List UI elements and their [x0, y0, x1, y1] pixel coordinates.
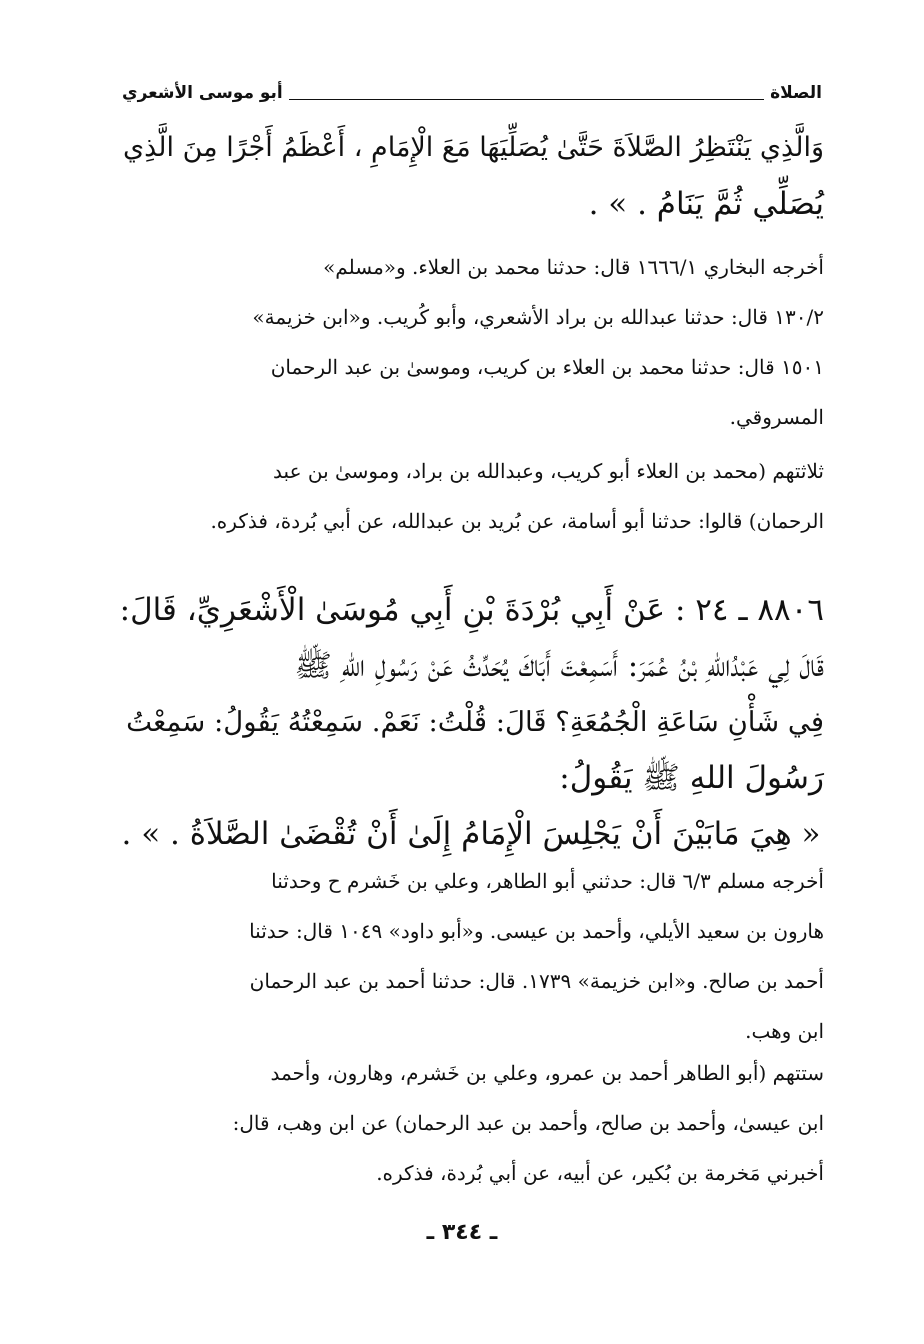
- isnad-line: ثلاثتهم (محمد بن العلاء أبو كريب، وعبدالله بن براد، وموسىٰ بن عبد: [273, 459, 824, 483]
- takhrij-line: ابن وهب.: [745, 1019, 824, 1043]
- isnad-line: أخبرني مَخرمة بن بُكير، عن أبيه، عن أبي بُردة، فذكره.: [376, 1161, 824, 1185]
- header-rule: [289, 87, 764, 100]
- takhrij-line: ١٥٠١ قال: حدثنا محمد بن العلاء بن كريب، وموسىٰ بن عبد الرحمان: [270, 355, 824, 379]
- takhrij-paragraph: [118, 242, 824, 442]
- takhrij-line: ١٣٠/٢ قال: حدثنا عبدالله بن براد الأشعري، وأبو كُريب. و«ابن خزيمة»: [252, 305, 824, 329]
- takhrij-line: أحمد بن صالح. و«ابن خزيمة» ١٧٣٩. قال: حدثنا أحمد بن عبد الرحمان: [249, 969, 824, 993]
- author-title: أبو موسى الأشعري: [122, 83, 283, 103]
- isnad-paragraph: [118, 446, 824, 546]
- takhrij-paragraph-2: [118, 856, 824, 1056]
- takhrij-line: أخرجه مسلم ٦/٣ قال: حدثني أبو الطاهر، وعلي بن خَشرم ح وحدثنا: [271, 869, 824, 893]
- takhrij-line: أخرجه البخاري ١٦٦٦/١ قال: حدثنا محمد بن العلاء. و«مسلم»: [323, 255, 824, 279]
- isnad-paragraph-2: [118, 1048, 824, 1198]
- hadith-line: رَسُولَ اللهِ ﷺ يَقُولُ:: [559, 760, 824, 796]
- section-title: الصلاة: [770, 83, 822, 103]
- hadith-line: وَالَّذِي يَنْتَظِرُ الصَّلاَةَ حَتَّىٰ يُصَلِّيَهَا مَعَ الْإِمَامِ ، أَعْظَمُ أَجْرًا مِنَ الَّذِي: [123, 132, 824, 163]
- hadith-continuation: [118, 120, 824, 232]
- hadith-line: ٨٨٠٦ ـ ٢٤ : عَنْ أَبِي بُرْدَةَ بْنِ أَبِي مُوسَىٰ الْأَشْعَرِيِّ، قَالَ:: [119, 592, 824, 628]
- isnad-line: ابن عيسىٰ، وأحمد بن صالح، وأحمد بن عبد الرحمان) عن ابن وهب، قال:: [232, 1111, 824, 1135]
- hadith-matn: « هِيَ مَابَيْنَ أَنْ يَجْلِسَ الْإِمَامُ إِلَىٰ أَنْ تُقْضَىٰ الصَّلاَةُ . » .: [121, 816, 821, 852]
- isnad-line: ستتهم (أبو الطاهر أحمد بن عمرو، وعلي بن خَشرم، وهارون، وأحمد: [270, 1061, 824, 1085]
- page-number: ـ ٣٤٤ ـ: [426, 1220, 498, 1245]
- isnad-line: الرحمان) قالوا: حدثنا أبو أسامة، عن بُريد بن عبدالله، عن أبي بُردة، فذكره.: [210, 509, 824, 533]
- hadith-line: فِي شَأْنِ سَاعَةِ الْجُمُعَةِ؟ قَالَ: قُلْتُ: نَعَمْ. سَمِعْتُهُ يَقُولُ: سَمِعْتُ: [126, 706, 824, 738]
- hadith-line: يُصَلِّي ثُمَّ يَنَامُ . » .: [588, 186, 824, 222]
- takhrij-line: هارون بن سعيد الأيلي، وأحمد بن عيسى. و«أبو داود» ١٠٤٩ قال: حدثنا: [249, 919, 824, 943]
- running-header: [122, 78, 822, 108]
- hadith-line: قَالَ لِي عَبْدُاللهِ بْنُ عُمَرَ: أَسَمِعْتَ أَبَاكَ يُحَدِّثُ عَنْ رَسُولِ اللهِ ﷺ: [294, 648, 824, 684]
- hadith-8806: [118, 582, 824, 862]
- takhrij-line: المسروقي.: [729, 405, 824, 429]
